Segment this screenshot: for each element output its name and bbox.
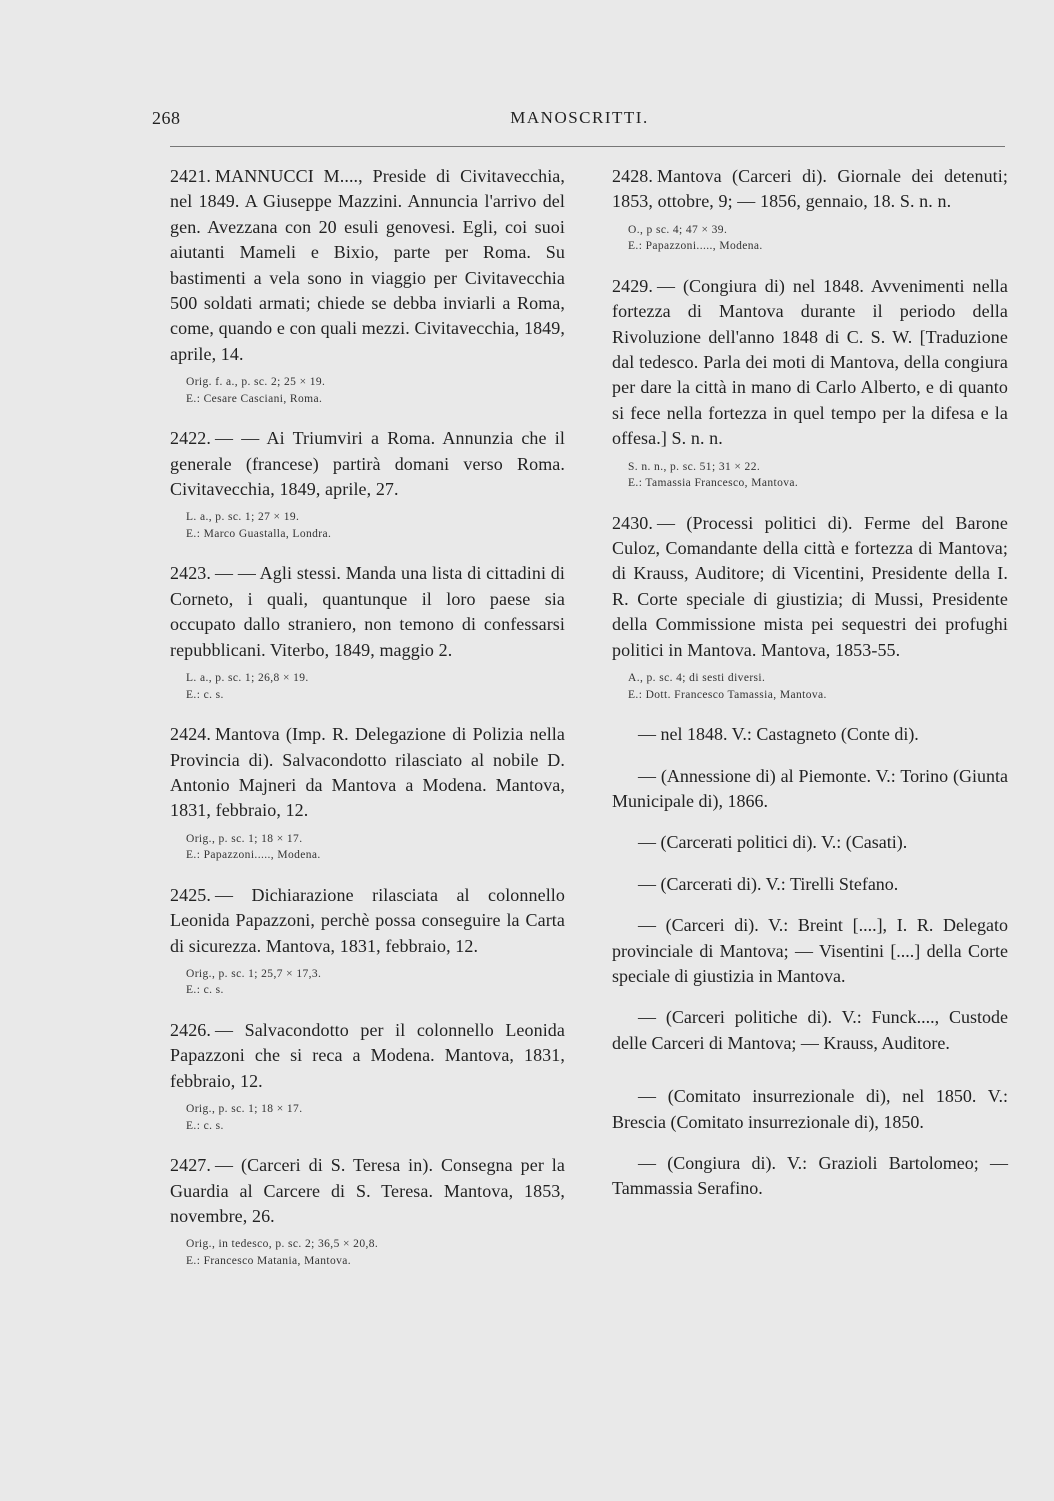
left-column: [170, 164, 565, 1288]
entry-meta: [612, 459, 1008, 492]
entry-number: 2421.: [170, 166, 211, 186]
entry-number: 2425.: [170, 884, 211, 905]
entry-meta: [170, 1101, 565, 1134]
entry-physical-description: Orig., p. sc. 1; 18 × 17.: [186, 1103, 303, 1116]
cross-reference: — (Carceri di). V.: Breint [....], I. R. Delegato provinciale di Mantova; — Visentini [....] della Corte speciale di giustizia in Mantova.: [612, 915, 1008, 986]
entry-number: 2430.: [612, 512, 653, 533]
catalog-entry-2422: [170, 426, 565, 542]
entry-physical-description: Orig., p. sc. 1; 18 × 17.: [186, 832, 303, 845]
entry-owner: E.: c. s.: [186, 984, 224, 997]
catalog-entry-2424: [170, 722, 565, 864]
entry-text: 2429. — (Congiura di) nel 1848. Avvenimenti nella fortezza di Mantova durante il periodo della Rivoluzione dell'anno 1848 di C. S. W. [Traduzione dal tedesco. Parla dei moti di Mantova, della congiura per dare la città in mano di Carlo Alberto, e di quanto si fece nella fortezza in quel tempo per la difesa e la offesa.] S. n. n.: [612, 275, 1008, 449]
page-number: 268: [152, 108, 181, 128]
entry-owner: E.: c. s.: [186, 688, 224, 701]
entry-meta: [612, 670, 1008, 703]
cross-reference: — (Carcerati politici di). V.: (Casati).: [638, 832, 908, 853]
catalog-entry-2429: [612, 274, 1008, 492]
entry-owner: E.: Marco Guastalla, Londra.: [186, 527, 332, 540]
cross-reference: — nel 1848. V.: Castagneto (Conte di).: [638, 724, 919, 745]
page-header: [152, 108, 1007, 138]
entry-meta: [612, 222, 1008, 255]
entry-physical-description: A., p. sc. 4; di sesti diversi.: [628, 672, 766, 685]
entry-number: 2424.: [170, 724, 211, 745]
entry-owner: E.: Cesare Casciani, Roma.: [186, 392, 323, 405]
catalog-entry-2427: [170, 1153, 565, 1269]
entry-physical-description: Orig., in tedesco, p. sc. 2; 36,5 × 20,8.: [186, 1238, 379, 1251]
entry-physical-description: Orig., p. sc. 1; 25,7 × 17,3.: [186, 967, 322, 980]
entry-number: 2427.: [170, 1155, 211, 1176]
catalog-entry-2426: [170, 1018, 565, 1134]
entry-physical-description: L. a., p. sc. 1; 26,8 × 19.: [186, 672, 309, 685]
running-title: MANOSCRITTI.: [510, 108, 649, 127]
cross-reference: — (Annessione di) al Piemonte. V.: Torino (Giunta Municipale di), 1866.: [612, 765, 1008, 811]
entry-owner: E.: c. s.: [186, 1119, 224, 1132]
entry-text: 2430. — (Processi politici di). Ferme del Barone Culoz, Comandante della città e fortezza di Mantova; di Krauss, Auditore; di Vicentini, Presidente della I. R. Corte speciale di giustizia; di Mussi, Presidente della Commissione mista pei sequestri dei profughi politici in Mantova. Mantova, 1853-55.: [612, 512, 1008, 660]
entry-number: 2428.: [612, 166, 653, 186]
entry-number: 2422.: [170, 428, 211, 449]
entry-owner: E.: Papazzoni....., Modena.: [186, 849, 321, 862]
entry-meta: [170, 966, 565, 999]
entry-text: 2421. MANNUCCI M...., Preside di Civitavecchia, nel 1849. A Giuseppe Mazzini. Annuncia l'arrivo del gen. Avezzana con 20 esuli genovesi. Egli, coi suoi aiutanti Mameli e Bixio, parte per Roma. Su bastimenti a vela sono in viaggio per Civitavecchia 500 soldati armati; chiede se debba inviarli a Roma, come, quando e con quali mezzi. Civitavecchia, 1849, aprile, 14.: [170, 166, 565, 364]
catalog-entry-2423: [170, 561, 565, 703]
cross-reference: — (Carceri politiche di). V.: Funck...., Custode delle Carceri di Mantova; — Krauss, Auditore.: [612, 1007, 1008, 1053]
cross-reference: — (Congiura di). V.: Grazioli Bartolomeo; — Tammassia Serafino.: [612, 1152, 1008, 1199]
entry-text: 2422. — — Ai Triumviri a Roma. Annunzia che il generale (francese) partirà domani verso Roma. Civitavecchia, 1849, aprile, 27.: [170, 428, 565, 500]
entry-text: 2427. — (Carceri di S. Teresa in). Consegna per la Guardia al Carcere di S. Teresa. Mantova, 1853, novembre, 26.: [170, 1155, 565, 1226]
entry-physical-description: Orig. f. a., p. sc. 2; 25 × 19.: [186, 376, 326, 389]
cross-reference: — (Carcerati di). V.: Tirelli Stefano.: [638, 873, 899, 894]
entry-owner: E.: Francesco Matania, Mantova.: [186, 1254, 352, 1267]
entry-owner: E.: Papazzoni....., Modena.: [628, 240, 763, 253]
catalog-entry-2428: [612, 164, 1008, 255]
entry-meta: [170, 509, 565, 542]
entry-meta: [170, 1236, 565, 1269]
entry-text: 2423. — — Agli stessi. Manda una lista di cittadini di Corneto, i quali, quantunque il loro paese sia occupato dallo straniero, non temono di confessarsi repubblicani. Viterbo, 1849, maggio 2.: [170, 563, 565, 660]
cross-reference: — (Comitato insurrezionale di), nel 1850. V.: Brescia (Comitato insurrezionale di), 1850.: [612, 1086, 1008, 1132]
entry-text: 2424. Mantova (Imp. R. Delegazione di Polizia nella Provincia di). Salvacondotto rilasciato al nobile D. Antonio Majneri da Mantova a Modena. Mantova, 1831, febbraio, 12.: [170, 724, 565, 821]
entry-owner: E.: Dott. Francesco Tamassia, Mantova.: [628, 688, 827, 701]
entry-number: 2423.: [170, 563, 211, 584]
entry-meta: [170, 670, 565, 703]
catalog-entry-2421: [170, 164, 565, 407]
entry-text: 2428. Mantova (Carceri di). Giornale dei detenuti; 1853, ottobre, 9; — 1856, gennaio, 18. S. n. n.: [612, 166, 1008, 212]
entry-owner: E.: Tamassia Francesco, Mantova.: [628, 477, 799, 490]
entry-number: 2429.: [612, 275, 653, 296]
entry-physical-description: S. n. n., p. sc. 51; 31 × 22.: [628, 460, 761, 473]
entry-meta: [170, 374, 565, 407]
entry-number: 2426.: [170, 1019, 211, 1040]
entry-meta: [170, 831, 565, 864]
entry-physical-description: L. a., p. sc. 1; 27 × 19.: [186, 511, 300, 524]
entry-text: 2425. — Dichiarazione rilasciata al colonnello Leonida Papazzoni, perchè possa conseguire la Carta di sicurezza. Mantova, 1831, febbraio, 12.: [170, 884, 565, 956]
entry-text: 2426. — Salvacondotto per il colonnello Leonida Papazzoni che si reca a Modena. Mantova, 1831, febbraio, 12.: [170, 1019, 565, 1091]
catalog-entry-2430: [612, 511, 1008, 703]
header-rule: [170, 146, 1005, 147]
entry-physical-description: O., p sc. 4; 47 × 39.: [628, 223, 728, 236]
catalog-entry-2425: [170, 883, 565, 999]
right-column: [612, 164, 1008, 1218]
